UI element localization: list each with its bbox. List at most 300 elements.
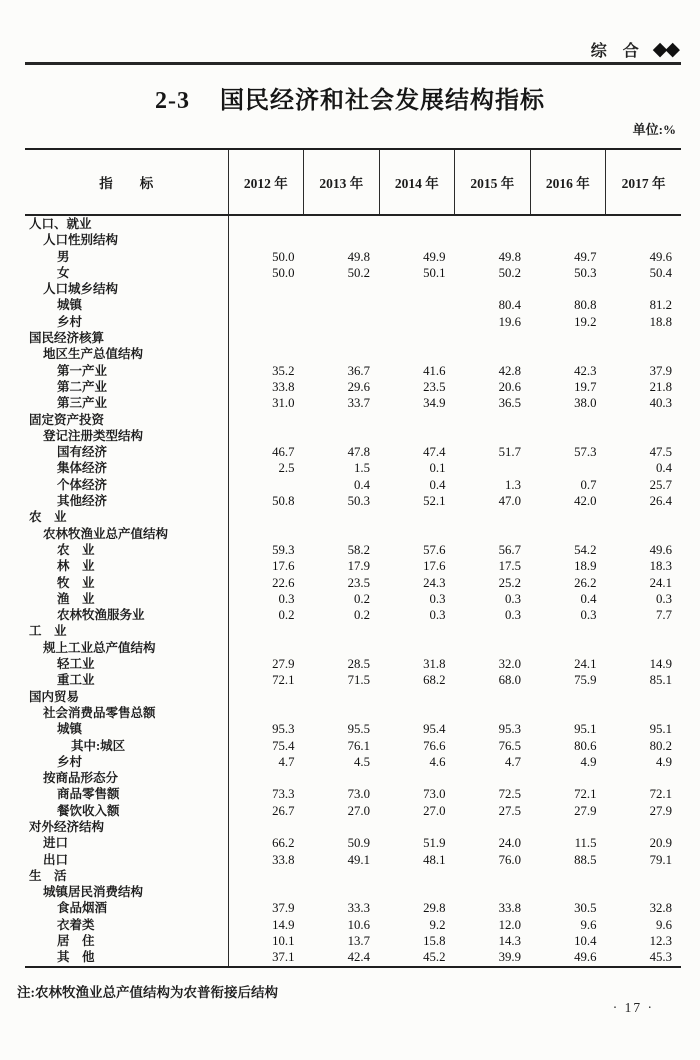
- cell-value: [379, 428, 455, 444]
- page-title: [0, 80, 700, 115]
- table-row: [25, 444, 681, 460]
- cell-value: [530, 412, 606, 428]
- cell-value: [379, 330, 455, 346]
- cell-value: 32.8: [649, 901, 672, 916]
- cell-value: 76.5: [498, 738, 521, 753]
- year-column-header: 2016 年: [530, 149, 606, 215]
- cell-value: 20.9: [649, 836, 672, 851]
- cell-value: 45.2: [423, 950, 446, 965]
- table-row: [25, 640, 681, 656]
- cell-value: [228, 770, 304, 786]
- row-label: 地区生产总值结构: [25, 346, 228, 362]
- cell-value: [304, 232, 380, 248]
- row-label: 个体经济: [25, 477, 228, 493]
- cell-value: 50.3: [574, 265, 597, 280]
- cell-value: 50.0: [272, 249, 295, 264]
- cell-value: 4.6: [429, 754, 446, 769]
- cell-value: 9.2: [429, 917, 446, 932]
- cell-value: 49.9: [423, 249, 446, 264]
- cell-value: 80.8: [574, 298, 597, 313]
- cell-value: 81.2: [649, 298, 672, 313]
- cell-value: [530, 509, 606, 525]
- cell-value: [530, 526, 606, 542]
- row-label: 餐饮收入额: [25, 803, 228, 819]
- row-label: 女: [25, 265, 228, 281]
- cell-value: 0.4: [429, 477, 446, 492]
- cell-value: 0.4: [354, 477, 370, 492]
- table-row: [25, 786, 681, 802]
- table-title-text: 国民经济和社会发展结构指标: [220, 88, 545, 114]
- cell-value: [606, 412, 682, 428]
- cell-value: 50.9: [347, 836, 370, 851]
- cell-value: 4.7: [278, 754, 295, 769]
- cell-value: [530, 770, 606, 786]
- cell-value: 26.7: [272, 803, 295, 818]
- cell-value: [606, 689, 682, 705]
- table-row: [25, 607, 681, 623]
- cell-value: 24.3: [423, 575, 446, 590]
- cell-value: 28.5: [347, 657, 370, 672]
- cell-value: 49.6: [649, 542, 672, 557]
- cell-value: 46.7: [272, 445, 295, 460]
- cell-value: [379, 623, 455, 639]
- cell-value: 24.0: [498, 836, 521, 851]
- cell-value: [379, 705, 455, 721]
- cell-value: 50.2: [498, 265, 521, 280]
- cell-value: 1.3: [505, 477, 521, 492]
- table-row: [25, 803, 681, 819]
- cell-value: [379, 297, 455, 313]
- cell-value: 49.8: [347, 249, 370, 264]
- cell-value: [304, 705, 380, 721]
- cell-value: 42.0: [574, 494, 597, 509]
- cell-value: 9.6: [580, 917, 597, 932]
- cell-value: 85.1: [649, 673, 672, 688]
- cell-value: [304, 314, 380, 330]
- table-row: [25, 868, 681, 884]
- cell-value: 58.2: [347, 542, 370, 557]
- cell-value: 0.2: [354, 608, 370, 623]
- cell-value: 42.3: [574, 363, 597, 378]
- cell-value: 56.7: [498, 542, 521, 557]
- cell-value: [304, 412, 380, 428]
- cell-value: 25.2: [498, 575, 521, 590]
- cell-value: 14.9: [272, 917, 295, 932]
- cell-value: [530, 460, 606, 476]
- row-label: 农 业: [25, 542, 228, 558]
- table-row: [25, 297, 681, 313]
- cell-value: 23.5: [347, 575, 370, 590]
- cell-value: 18.8: [649, 314, 672, 329]
- row-label: 集体经济: [25, 460, 228, 476]
- cell-value: 48.1: [423, 852, 446, 867]
- cell-value: [455, 770, 531, 786]
- cell-value: 0.4: [656, 461, 672, 476]
- header-divider: [25, 62, 681, 65]
- cell-value: [530, 281, 606, 297]
- cell-value: 37.9: [272, 901, 295, 916]
- row-label: 城镇居民消费结构: [25, 884, 228, 900]
- year-column-header: 2017 年: [606, 149, 682, 215]
- page-header: [591, 38, 678, 61]
- cell-value: [228, 640, 304, 656]
- cell-value: 24.1: [574, 657, 597, 672]
- cell-value: 95.3: [498, 722, 521, 737]
- table-row: [25, 900, 681, 916]
- row-label: 食品烟酒: [25, 900, 228, 916]
- cell-value: 38.0: [574, 396, 597, 411]
- cell-value: 15.8: [423, 934, 446, 949]
- cell-value: [606, 819, 682, 835]
- cell-value: 20.6: [498, 379, 521, 394]
- row-label: 其 他: [25, 949, 228, 966]
- cell-value: [606, 640, 682, 656]
- cell-value: 54.2: [574, 542, 597, 557]
- cell-value: 88.5: [574, 852, 597, 867]
- cell-value: 9.6: [656, 917, 672, 932]
- cell-value: 4.9: [580, 754, 597, 769]
- row-label: 城镇: [25, 721, 228, 737]
- table-row: [25, 509, 681, 525]
- table-row: [25, 542, 681, 558]
- table-row: [25, 721, 681, 737]
- cell-value: 95.3: [272, 722, 295, 737]
- cell-value: 21.8: [649, 379, 672, 394]
- cell-value: 33.8: [272, 852, 295, 867]
- cell-value: 75.9: [574, 673, 597, 688]
- row-label: 农林牧渔业总产值结构: [25, 526, 228, 542]
- cell-value: [228, 509, 304, 525]
- cell-value: [304, 281, 380, 297]
- row-label: 人口城乡结构: [25, 281, 228, 297]
- row-label: 进口: [25, 835, 228, 851]
- cell-value: 50.4: [649, 265, 672, 280]
- cell-value: 52.1: [423, 494, 446, 509]
- cell-value: 80.4: [498, 298, 521, 313]
- row-label: 对外经济结构: [25, 819, 228, 835]
- cell-value: [228, 215, 304, 232]
- cell-value: 0.3: [505, 608, 521, 623]
- cell-value: [228, 281, 304, 297]
- cell-value: 2.5: [278, 461, 295, 476]
- row-label: 第一产业: [25, 363, 228, 379]
- cell-value: 14.3: [498, 934, 521, 949]
- table-row: [25, 428, 681, 444]
- table-row: [25, 672, 681, 688]
- cell-value: [530, 428, 606, 444]
- row-label: 固定资产投资: [25, 412, 228, 428]
- year-column-header: 2012 年: [228, 149, 304, 215]
- diamond-icon: ◆◆: [652, 39, 678, 60]
- cell-value: 24.1: [649, 575, 672, 590]
- table-row: [25, 281, 681, 297]
- cell-value: 26.4: [649, 494, 672, 509]
- cell-value: 50.1: [423, 265, 446, 280]
- cell-value: 50.2: [347, 265, 370, 280]
- cell-value: [304, 868, 380, 884]
- section-label: 综 合: [590, 43, 645, 60]
- cell-value: [228, 330, 304, 346]
- year-column-header: 2015 年: [455, 149, 531, 215]
- cell-value: [228, 705, 304, 721]
- cell-value: 66.2: [272, 836, 295, 851]
- cell-value: [455, 232, 531, 248]
- indicators-table: [25, 148, 681, 968]
- cell-value: 27.0: [423, 803, 446, 818]
- table-row: [25, 623, 681, 639]
- cell-value: [455, 330, 531, 346]
- cell-value: [228, 232, 304, 248]
- row-label: 农林牧渔服务业: [25, 607, 228, 623]
- cell-value: 49.6: [574, 950, 597, 965]
- row-label: 男: [25, 249, 228, 265]
- cell-value: [304, 297, 380, 313]
- table-row: [25, 314, 681, 330]
- cell-value: [455, 689, 531, 705]
- cell-value: [530, 215, 606, 232]
- table-row: [25, 346, 681, 362]
- cell-value: 17.9: [347, 559, 370, 574]
- cell-value: [455, 884, 531, 900]
- cell-value: 49.6: [649, 249, 672, 264]
- cell-value: [455, 526, 531, 542]
- cell-value: [606, 509, 682, 525]
- table-row: [25, 835, 681, 851]
- cell-value: 23.5: [423, 379, 446, 394]
- cell-value: [530, 819, 606, 835]
- cell-value: 12.3: [649, 934, 672, 949]
- cell-value: 50.3: [347, 494, 370, 509]
- table-row: [25, 575, 681, 591]
- row-label: 乡村: [25, 754, 228, 770]
- cell-value: [304, 215, 380, 232]
- cell-value: [228, 526, 304, 542]
- table-row: [25, 738, 681, 754]
- cell-value: 30.5: [574, 901, 597, 916]
- table-row: [25, 363, 681, 379]
- cell-value: [606, 770, 682, 786]
- cell-value: 47.0: [498, 494, 521, 509]
- table-row: [25, 232, 681, 248]
- cell-value: 80.6: [574, 738, 597, 753]
- cell-value: 18.9: [574, 559, 597, 574]
- table-row: [25, 395, 681, 411]
- row-label: 其中:城区: [25, 738, 228, 754]
- cell-value: [455, 412, 531, 428]
- cell-value: [379, 526, 455, 542]
- cell-value: 68.0: [498, 673, 521, 688]
- cell-value: 73.0: [423, 787, 446, 802]
- row-label: 其他经济: [25, 493, 228, 509]
- unit-label: 单位:%: [632, 122, 676, 137]
- cell-value: 76.0: [498, 852, 521, 867]
- row-label: 国民经济核算: [25, 330, 228, 346]
- row-label: 农 业: [25, 509, 228, 525]
- cell-value: 50.8: [272, 494, 295, 509]
- row-label: 渔 业: [25, 591, 228, 607]
- cell-value: [228, 884, 304, 900]
- cell-value: [455, 428, 531, 444]
- cell-value: [530, 884, 606, 900]
- cell-value: [455, 346, 531, 362]
- cell-value: [304, 819, 380, 835]
- cell-value: [228, 689, 304, 705]
- cell-value: [530, 868, 606, 884]
- cell-value: [530, 689, 606, 705]
- cell-value: 1.5: [354, 461, 370, 476]
- cell-value: 22.6: [272, 575, 295, 590]
- cell-value: [530, 346, 606, 362]
- cell-value: 10.6: [347, 917, 370, 932]
- cell-value: 10.4: [574, 934, 597, 949]
- row-label: 轻工业: [25, 656, 228, 672]
- cell-value: [228, 428, 304, 444]
- cell-value: 0.3: [429, 591, 446, 606]
- cell-value: 49.1: [347, 852, 370, 867]
- cell-value: [379, 640, 455, 656]
- table-row: [25, 852, 681, 868]
- cell-value: [606, 330, 682, 346]
- row-label: 重工业: [25, 672, 228, 688]
- cell-value: [304, 884, 380, 900]
- cell-value: 76.6: [423, 738, 446, 753]
- cell-value: [455, 819, 531, 835]
- cell-value: 17.5: [498, 559, 521, 574]
- cell-value: 31.8: [423, 657, 446, 672]
- row-label: 按商品形态分: [25, 770, 228, 786]
- cell-value: 26.2: [574, 575, 597, 590]
- cell-value: [304, 526, 380, 542]
- cell-value: [606, 526, 682, 542]
- table-row: [25, 949, 681, 966]
- cell-value: [606, 346, 682, 362]
- cell-value: 17.6: [272, 559, 295, 574]
- table-row: [25, 770, 681, 786]
- cell-value: [304, 623, 380, 639]
- cell-value: 0.4: [580, 591, 597, 606]
- row-label: 第三产业: [25, 395, 228, 411]
- cell-value: [379, 770, 455, 786]
- cell-value: 33.7: [347, 396, 370, 411]
- cell-value: 27.5: [498, 803, 521, 818]
- cell-value: 19.2: [574, 314, 597, 329]
- table-row: [25, 819, 681, 835]
- row-label: 第二产业: [25, 379, 228, 395]
- cell-value: 0.7: [580, 477, 597, 492]
- cell-value: 49.8: [498, 249, 521, 264]
- year-column-header: 2014 年: [379, 149, 455, 215]
- cell-value: 72.1: [574, 787, 597, 802]
- cell-value: 39.9: [498, 950, 521, 965]
- table-row: [25, 526, 681, 542]
- table-number: 2-3: [155, 88, 190, 114]
- cell-value: 37.1: [272, 950, 295, 965]
- cell-value: 95.1: [574, 722, 597, 737]
- cell-value: 27.9: [272, 657, 295, 672]
- cell-value: 33.3: [347, 901, 370, 916]
- cell-value: 42.4: [347, 950, 370, 965]
- cell-value: 0.3: [505, 591, 521, 606]
- cell-value: [379, 314, 455, 330]
- cell-value: 0.2: [278, 608, 295, 623]
- cell-value: 11.5: [574, 836, 597, 851]
- table-row: [25, 460, 681, 476]
- row-label: 规上工业总产值结构: [25, 640, 228, 656]
- cell-value: 51.7: [498, 445, 521, 460]
- cell-value: 72.1: [272, 673, 295, 688]
- cell-value: 0.3: [580, 608, 597, 623]
- cell-value: [606, 884, 682, 900]
- cell-value: 47.5: [649, 445, 672, 460]
- cell-value: [379, 232, 455, 248]
- year-column-header: 2013 年: [304, 149, 380, 215]
- cell-value: 47.4: [423, 445, 446, 460]
- row-label: 人口、就业: [25, 215, 228, 232]
- cell-value: 36.5: [498, 396, 521, 411]
- cell-value: [530, 232, 606, 248]
- cell-value: [379, 281, 455, 297]
- cell-value: [379, 819, 455, 835]
- cell-value: 72.1: [649, 787, 672, 802]
- cell-value: 0.1: [429, 461, 446, 476]
- cell-value: 34.9: [423, 396, 446, 411]
- cell-value: 0.3: [278, 591, 295, 606]
- row-label: 国有经济: [25, 444, 228, 460]
- table-row: [25, 933, 681, 949]
- table-row: [25, 493, 681, 509]
- cell-value: 80.2: [649, 738, 672, 753]
- cell-value: 75.4: [272, 738, 295, 753]
- cell-value: 95.5: [347, 722, 370, 737]
- cell-value: [379, 412, 455, 428]
- row-label: 衣着类: [25, 917, 228, 933]
- cell-value: 49.7: [574, 249, 597, 264]
- cell-value: 33.8: [272, 379, 295, 394]
- cell-value: 73.0: [347, 787, 370, 802]
- cell-value: 14.9: [649, 657, 672, 672]
- table-row: [25, 656, 681, 672]
- cell-value: [379, 868, 455, 884]
- cell-value: 47.8: [347, 445, 370, 460]
- table-row: [25, 412, 681, 428]
- cell-value: 0.2: [354, 591, 370, 606]
- cell-value: [606, 281, 682, 297]
- row-label: 生 活: [25, 868, 228, 884]
- row-label: 居 住: [25, 933, 228, 949]
- cell-value: [228, 623, 304, 639]
- table-row: [25, 330, 681, 346]
- cell-value: 68.2: [423, 673, 446, 688]
- cell-value: 50.0: [272, 265, 295, 280]
- cell-value: 35.2: [272, 363, 295, 378]
- indicator-column-header: 指 标: [25, 149, 228, 215]
- table-row: [25, 591, 681, 607]
- cell-value: 79.1: [649, 852, 672, 867]
- table-row: [25, 705, 681, 721]
- cell-value: 27.9: [649, 803, 672, 818]
- row-label: 商品零售额: [25, 786, 228, 802]
- cell-value: [304, 640, 380, 656]
- cell-value: 57.6: [423, 542, 446, 557]
- table-row: [25, 689, 681, 705]
- cell-value: [379, 689, 455, 705]
- row-label: 牧 业: [25, 575, 228, 591]
- cell-value: [228, 868, 304, 884]
- cell-value: 18.3: [649, 559, 672, 574]
- cell-value: 27.0: [347, 803, 370, 818]
- table-row: [25, 265, 681, 281]
- page-number: · 17 ·: [612, 1000, 654, 1015]
